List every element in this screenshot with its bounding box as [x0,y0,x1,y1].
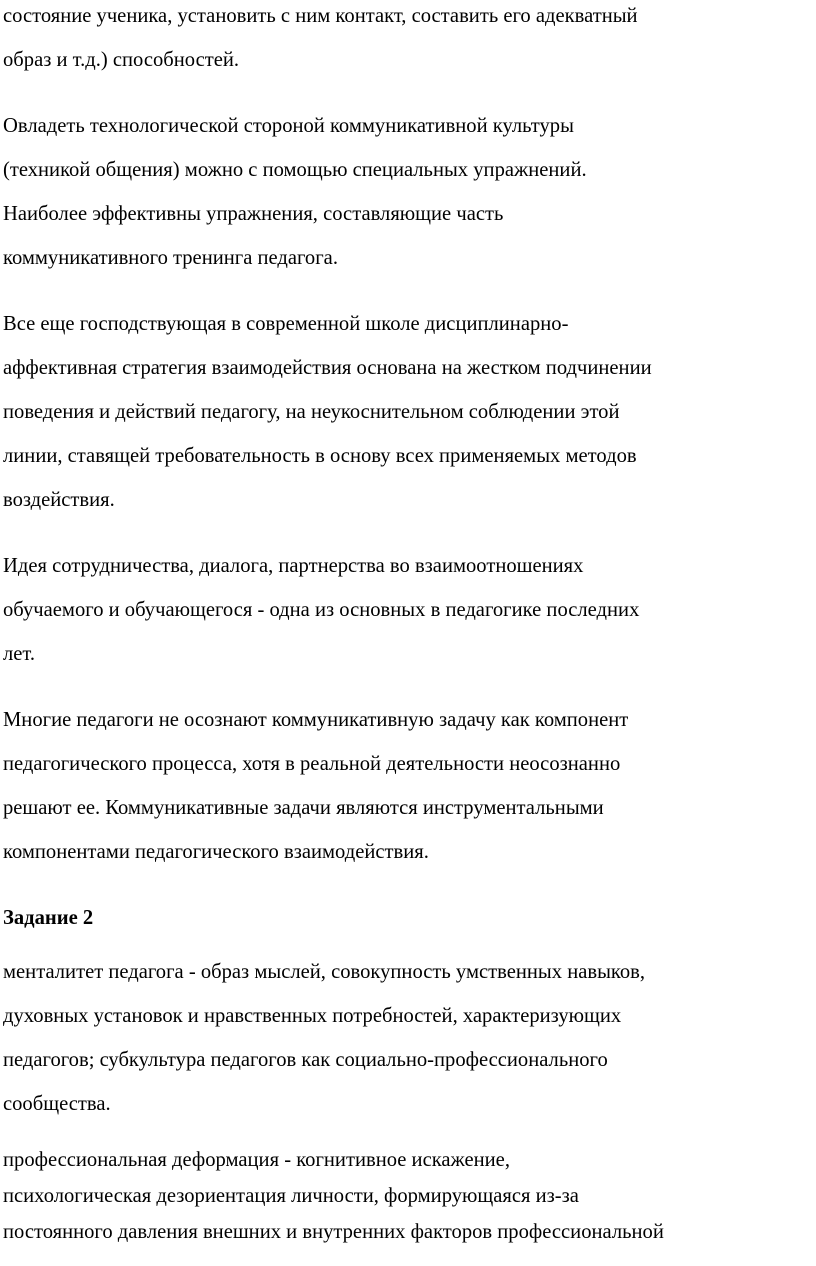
paragraph-3 [3,302,814,522]
text-line: Идея сотрудничества, диалога, партнерства во взаимоотношениях [3,555,584,577]
text-line: компонентами педагогического взаимодействия. [3,841,429,863]
text-line: педагогического процесса, хотя в реальной деятельности неосознанно [3,753,621,775]
paragraph-gap [3,280,814,302]
text-line: образ и т.д.) способностей. [3,49,240,71]
text-line: Все еще господствующая в современной школе дисциплинарно- [3,313,569,335]
paragraph-1 [3,0,814,82]
text-line: постоянного давления внешних и внутренних факторов профессиональной [3,1221,664,1243]
paragraph-gap [3,82,814,104]
text-line: психологическая дезориентация личности, формирующаяся из-за [3,1185,579,1207]
text-line: аффективная стратегия взаимодействия основана на жестком подчинении [3,357,652,379]
paragraph-7 [3,1142,814,1250]
text-line: сообщества. [3,1093,111,1115]
text-line: педагогов; субкультура педагогов как социально-профессионального [3,1049,608,1071]
text-line: духовных установок и нравственных потребностей, характеризующих [3,1005,622,1027]
text-line: Наиболее эффективны упражнения, составляющие часть [3,203,504,225]
paragraph-6 [3,950,814,1126]
text-line: менталитет педагога - образ мыслей, совокупность умственных навыков, [3,961,646,983]
paragraph-gap [3,874,814,896]
paragraph-5 [3,698,814,874]
paragraph-4 [3,544,814,676]
text-line: Овладеть технологической стороной коммуникативной культуры [3,115,574,137]
text-line: поведения и действий педагогу, на неукоснительном соблюдении этой [3,401,620,423]
paragraph-gap [3,522,814,544]
text-line: состояние ученика, установить с ним контакт, составить его адекватный [3,5,638,27]
text-line: профессиональная деформация - когнитивное искажение, [3,1149,510,1171]
section-heading: Задание 2 [3,907,94,929]
text-line: обучаемого и обучающегося - одна из основных в педагогике последних [3,599,640,621]
paragraph-2 [3,104,814,280]
text-line: (техникой общения) можно с помощью специальных упражнений. [3,159,587,181]
text-line: воздействия. [3,489,115,511]
paragraph-gap [3,1126,814,1142]
text-line: линии, ставящей требовательность в основу всех применяемых методов [3,445,637,467]
text-line: лет. [3,643,36,665]
text-line: коммуникативного тренинга педагога. [3,247,338,269]
paragraph-gap [3,676,814,698]
text-line: решают ее. Коммуникативные задачи являются инструментальными [3,797,604,819]
paragraph-gap [3,940,814,950]
text-line: Многие педагоги не осознают коммуникативную задачу как компонент [3,709,629,731]
